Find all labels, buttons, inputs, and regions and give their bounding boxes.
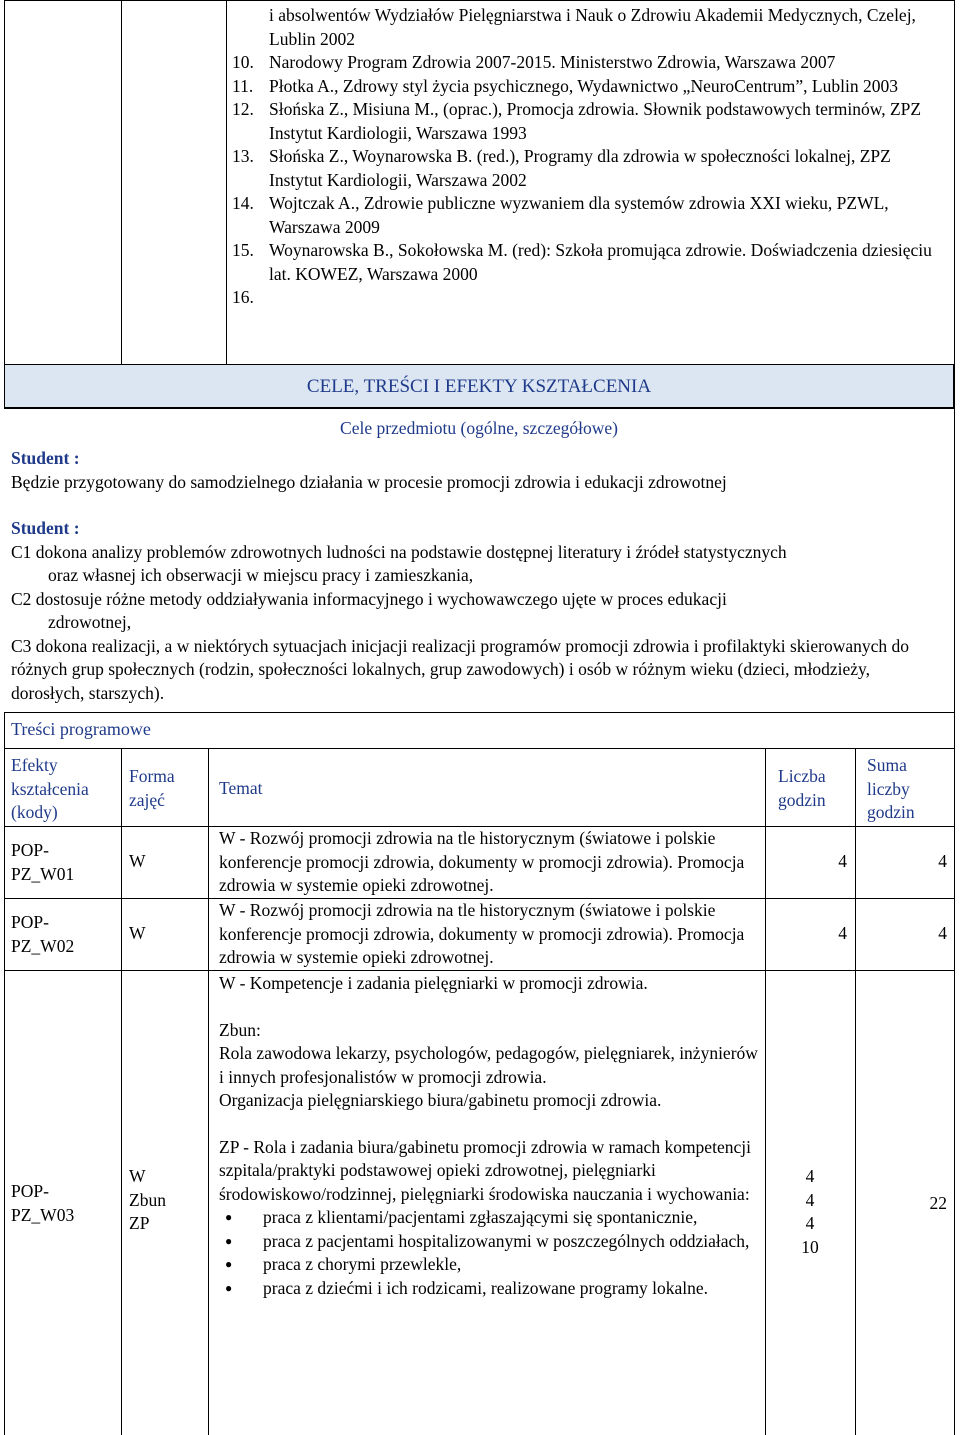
row-liczba: 4 (838, 851, 847, 871)
reference-item: 11. Płotka A., Zdrowy styl życia psychicznego, Wydawnictwo „NeuroCentrum”, Lublin 2003 (232, 75, 898, 96)
row-forma (129, 1165, 166, 1236)
list-item: ● praca z dziećmi i ich rodzicami, realizowane programy lokalne. (219, 1277, 759, 1301)
goal-c2: C2 dostosuje różne metody oddziaływania informacyjnego i wychowawczego ujęte w proces edukacji (11, 588, 727, 609)
goals-subheader: Cele przedmiotu (ogólne, szczegółowe) (340, 418, 618, 438)
header-efekty: Efekty kształcenia (kody) (11, 755, 89, 822)
goal-c1-cont: oraz własnej ich obserwacji w miejscu pracy i zamieszkania, (48, 565, 474, 585)
bullet-list (219, 1206, 759, 1300)
student-label: Student : (11, 518, 80, 538)
row-suma: 4 (938, 923, 947, 943)
reference-item: 13. Słońska Z., Woynarowska B. (red.), Programy dla zdrowia w społeczności lokalnej, ZPZ Instytut Kardiologii, Warszawa 2002 (232, 146, 891, 190)
list-item: ● praca z pacjentami hospitalizowanymi w poszczególnych oddziałach, (219, 1230, 759, 1254)
reference-item: 15. Woynarowska B., Sokołowska M. (red): Szkoła promująca zdrowie. Doświadczenia dziesięciu lat. KOWEZ, Warszawa 2000 (232, 240, 932, 284)
temat-zbun-1: Rola zawodowa lekarzy, psychologów, pedagogów, pielęgniarek, inżynierów i innych profesjonalistów w promocji zdrowia. (219, 1043, 758, 1087)
reference-item: 10. Narodowy Program Zdrowia 2007-2015. Ministerstwo Zdrowia, Warszawa 2007 (232, 52, 836, 72)
goal-c3: C3 dokona realizacji, a w niektórych sytuacjach inicjacji realizacji programów promocji zdrowia i profilaktyki skierowanych do różnych grup społecznych (rodzin, społeczności lokalnych, grup zawodowych) i osób w różnym wieku (dzieci, młodzieży, dorosłych, starszych). (11, 635, 910, 703)
forma-zp: ZP (129, 1213, 150, 1233)
liczba-value: 4 (805, 1189, 815, 1210)
row-temat (219, 972, 759, 1300)
general-goal-text: Będzie przygotowany do samodzielnego działania w procesie promocji zdrowia i edukacji zdrowotnej (11, 471, 727, 492)
header-temat: Temat (219, 778, 263, 798)
row-liczba (765, 1165, 855, 1259)
liczba-value: 4 (805, 1213, 815, 1233)
row-forma: W (129, 851, 146, 871)
specific-goals (11, 517, 941, 705)
bibliography (232, 4, 947, 310)
reference-item: 14. Wojtczak A., Zdrowie publiczne wyzwaniem dla systemów zdrowia XXI wieku, PZWL, Warszawa 2009 (232, 193, 889, 237)
liczba-value: 4 (805, 1166, 815, 1186)
row-suma: 4 (938, 851, 947, 871)
row-forma: W (129, 923, 146, 943)
row-temat: W - Rozwój promocji zdrowia na tle historycznym (światowe i polskie konferencje promocji zdrowia, dokumenty w promocji zdrowia). Promocja zdrowia w systemie opieki zdrowotnej. (219, 900, 745, 967)
row-code: POP-PZ_W03 (11, 1181, 75, 1225)
goal-c1: C1 dokona analizy problemów zdrowotnych ludności na podstawie dostępnej literatury i źródeł statystycznych (11, 541, 787, 562)
reference-item: 16. (232, 287, 254, 307)
header-suma: Suma liczby godzin (867, 755, 915, 822)
student-label: Student : (11, 448, 80, 468)
reference-continuation: i absolwentów Wydziałów Pielęgniarstwa i Nauk o Zdrowiu Akademii Medycznych, Czelej, Lublin 2002 (269, 5, 916, 49)
row-code: POP-PZ_W02 (11, 912, 75, 956)
forma-w: W (129, 1166, 146, 1186)
temat-zp: ZP - Rola i zadania biura/gabinetu promocji zdrowia w ramach kompetencji szpitala/praktyki podstawowej opieki zdrowotnej, pielęgniarki środowiskowo/rodzinnej, pielęgniarki środowiska nauczania i wychowania: (219, 1136, 751, 1204)
row-liczba: 4 (838, 923, 847, 943)
row-suma: 22 (929, 1193, 947, 1213)
goal-c2-cont: zdrowotnej, (48, 612, 132, 632)
forma-zbun: Zbun (129, 1189, 166, 1210)
list-item: ● praca z chorymi przewlekle, (219, 1253, 759, 1277)
header-forma: Forma zajęć (129, 766, 175, 810)
header-liczba: Liczba godzin (778, 766, 826, 810)
row-temat: W - Rozwój promocji zdrowia na tle historycznym (światowe i polskie konferencje promocji zdrowia, dokumenty w promocji zdrowia). Promocja zdrowia w systemie opieki zdrowotnej. (219, 828, 745, 895)
liczba-value: 10 (801, 1236, 819, 1257)
row-code: POP-PZ_W01 (11, 840, 75, 884)
section-header: CELE, TREŚCI I EFEKTY KSZTAŁCENIA (4, 364, 954, 408)
general-goal (11, 447, 941, 494)
content-title: Treści programowe (11, 719, 151, 739)
list-item: ● praca z klientami/pacjentami zgłaszającymi się spontanicznie, (219, 1206, 759, 1230)
temat-zbun-2: Organizacja pielęgniarskiego biura/gabinetu promocji zdrowia. (219, 1090, 662, 1110)
reference-item: 12. Słońska Z., Misiuna M., (oprac.), Promocja zdrowia. Słownik podstawowych terminów, ZPZ Instytut Kardiologii, Warszawa 1993 (232, 99, 922, 143)
temat-w: W - Kompetencje i zadania pielęgniarki w promocji zdrowia. (219, 973, 648, 993)
temat-zbun-label: Zbun: (219, 1019, 261, 1040)
